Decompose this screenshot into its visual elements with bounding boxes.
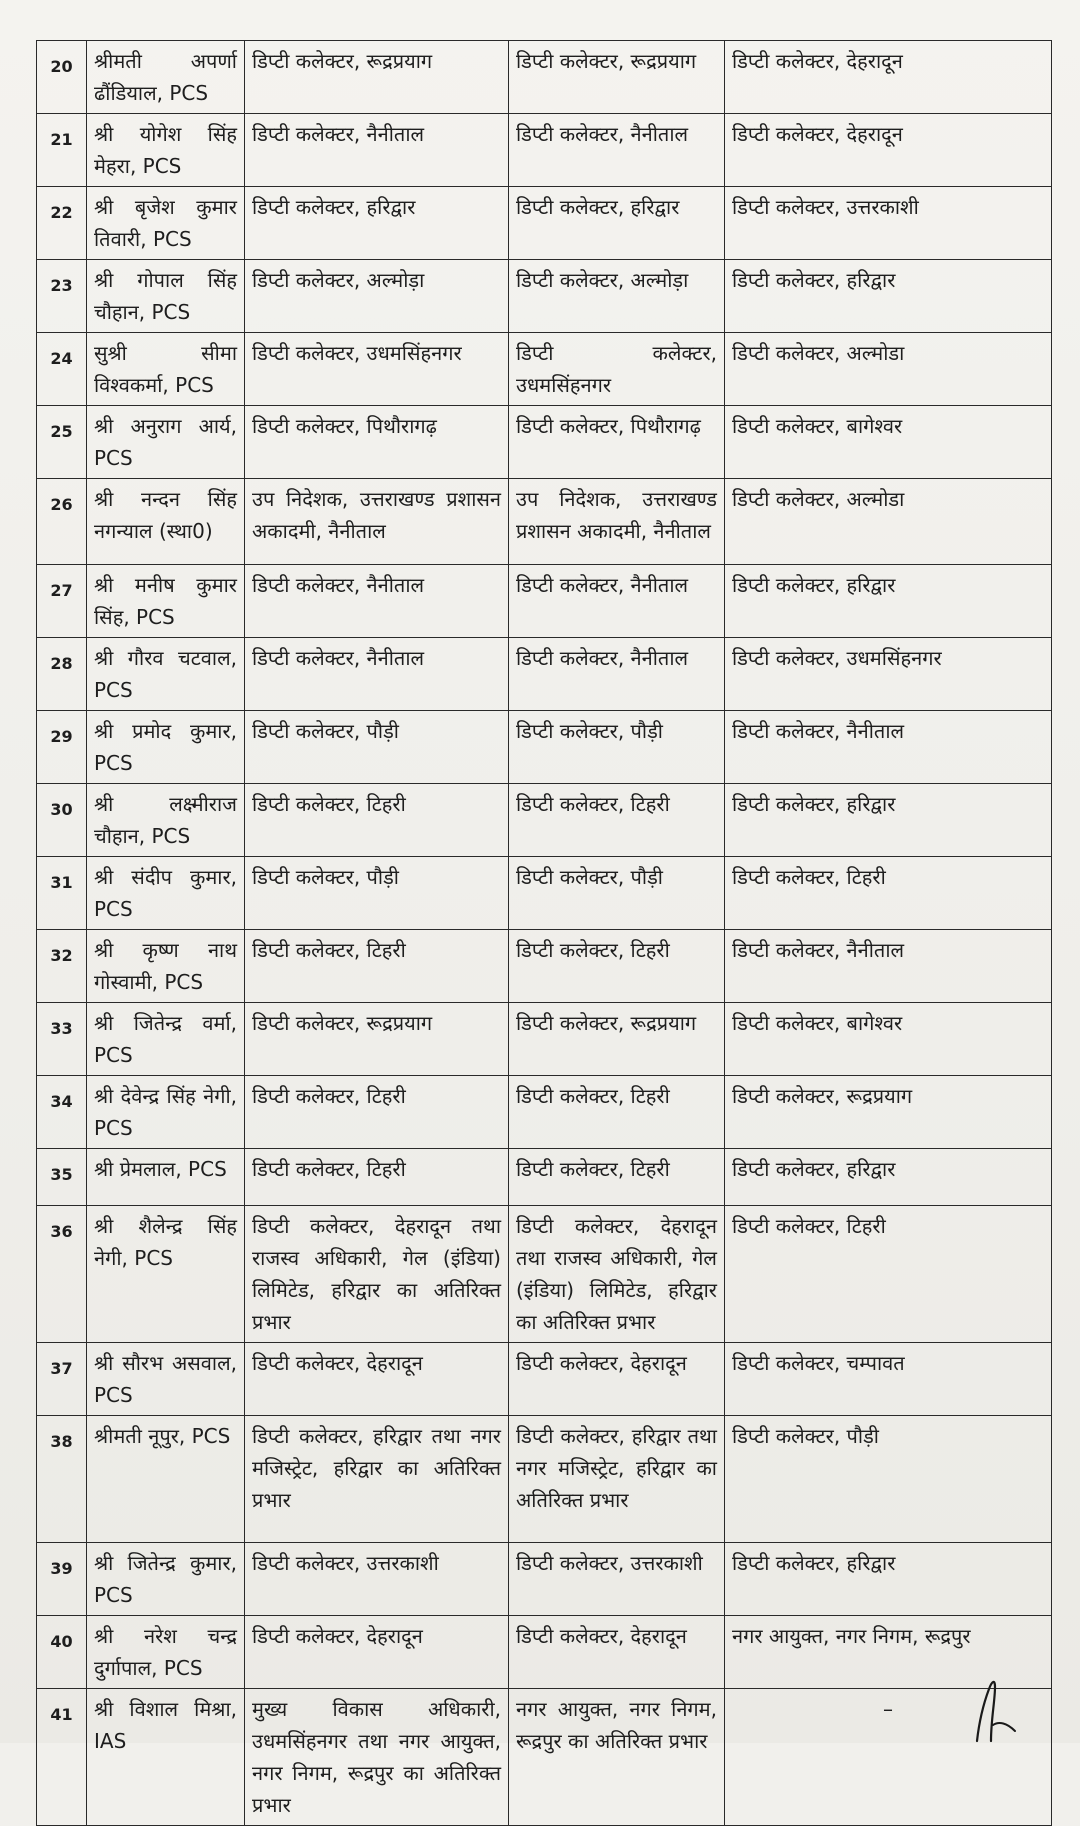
present-posting-cell: डिप्टी कलेक्टर, पौड़ी <box>509 711 725 784</box>
table-row <box>37 260 1052 333</box>
table-row <box>37 1616 1052 1689</box>
current-posting-cell: मुख्य विकास अधिकारी, उधमसिंहनगर तथा नगर आयुक्त, नगर निगम, रूद्रपुर का अतिरिक्त प्रभार <box>245 1689 509 1826</box>
current-posting-cell: डिप्टी कलेक्टर, अल्मोड़ा <box>245 260 509 333</box>
serial-number-cell: 25 <box>37 406 87 479</box>
current-posting-cell: डिप्टी कलेक्टर, देहरादून <box>245 1616 509 1689</box>
table-row <box>37 930 1052 1003</box>
table-row <box>37 479 1052 565</box>
new-posting-cell: – <box>725 1689 1052 1826</box>
new-posting-cell: डिप्टी कलेक्टर, अल्मोडा <box>725 333 1052 406</box>
table-row <box>37 711 1052 784</box>
serial-number-cell: 20 <box>37 41 87 114</box>
officer-name-cell: श्री बृजेश कुमार तिवारी, PCS <box>87 187 245 260</box>
officer-name-cell: श्री जितेन्द्र कुमार, PCS <box>87 1543 245 1616</box>
table-row <box>37 784 1052 857</box>
serial-number-cell: 36 <box>37 1206 87 1343</box>
present-posting-cell: डिप्टी कलेक्टर, अल्मोड़ा <box>509 260 725 333</box>
signature-mark <box>955 1675 1025 1743</box>
present-posting-cell: डिप्टी कलेक्टर, नैनीताल <box>509 638 725 711</box>
table-row <box>37 638 1052 711</box>
serial-number-cell: 27 <box>37 565 87 638</box>
current-posting-cell: डिप्टी कलेक्टर, हरिद्वार तथा नगर मजिस्ट्रेट, हरिद्वार का अतिरिक्त प्रभार <box>245 1416 509 1543</box>
present-posting-cell: डिप्टी कलेक्टर, टिहरी <box>509 930 725 1003</box>
officer-name-cell: श्री प्रेमलाल, PCS <box>87 1149 245 1206</box>
new-posting-cell: डिप्टी कलेक्टर, देहरादून <box>725 41 1052 114</box>
serial-number-cell: 31 <box>37 857 87 930</box>
officer-name-cell: श्री जितेन्द्र वर्मा, PCS <box>87 1003 245 1076</box>
new-posting-cell: डिप्टी कलेक्टर, हरिद्वार <box>725 784 1052 857</box>
new-posting-cell: डिप्टी कलेक्टर, हरिद्वार <box>725 1543 1052 1616</box>
new-posting-cell: डिप्टी कलेक्टर, हरिद्वार <box>725 565 1052 638</box>
serial-number-cell: 35 <box>37 1149 87 1206</box>
officer-name-cell: श्री कृष्ण नाथ गोस्वामी, PCS <box>87 930 245 1003</box>
serial-number-cell: 34 <box>37 1076 87 1149</box>
present-posting-cell: नगर आयुक्त, नगर निगम, रूद्रपुर का अतिरिक्त प्रभार <box>509 1689 725 1826</box>
officer-name-cell: श्री गौरव चटवाल, PCS <box>87 638 245 711</box>
officer-name-cell: श्री अनुराग आर्य, PCS <box>87 406 245 479</box>
serial-number-cell: 23 <box>37 260 87 333</box>
present-posting-cell: डिप्टी कलेक्टर, टिहरी <box>509 1149 725 1206</box>
new-posting-cell: नगर आयुक्त, नगर निगम, रूद्रपुर <box>725 1616 1052 1689</box>
present-posting-cell: डिप्टी कलेक्टर, उत्तरकाशी <box>509 1543 725 1616</box>
officer-name-cell: श्री शैलेन्द्र सिंह नेगी, PCS <box>87 1206 245 1343</box>
officer-name-cell: श्रीमती अपर्णा ढौंडियाल, PCS <box>87 41 245 114</box>
current-posting-cell: डिप्टी कलेक्टर, नैनीताल <box>245 114 509 187</box>
present-posting-cell: डिप्टी कलेक्टर, टिहरी <box>509 784 725 857</box>
present-posting-cell: डिप्टी कलेक्टर, नैनीताल <box>509 114 725 187</box>
serial-number-cell: 41 <box>37 1689 87 1826</box>
present-posting-cell: डिप्टी कलेक्टर, पिथौरागढ़ <box>509 406 725 479</box>
table-row <box>37 857 1052 930</box>
table-row <box>37 333 1052 406</box>
table-row <box>37 406 1052 479</box>
current-posting-cell: डिप्टी कलेक्टर, टिहरी <box>245 930 509 1003</box>
table-row <box>37 565 1052 638</box>
current-posting-cell: डिप्टी कलेक्टर, टिहरी <box>245 784 509 857</box>
present-posting-cell: डिप्टी कलेक्टर, रूद्रप्रयाग <box>509 41 725 114</box>
new-posting-cell: डिप्टी कलेक्टर, अल्मोडा <box>725 479 1052 565</box>
current-posting-cell: डिप्टी कलेक्टर, हरिद्वार <box>245 187 509 260</box>
present-posting-cell: डिप्टी कलेक्टर, देहरादून तथा राजस्व अधिकारी, गेल (इंडिया) लिमिटेड, हरिद्वार का अतिरिक्त प्रभार <box>509 1206 725 1343</box>
current-posting-cell: डिप्टी कलेक्टर, नैनीताल <box>245 565 509 638</box>
current-posting-cell: उप निदेशक, उत्तराखण्ड प्रशासन अकादमी, नैनीताल <box>245 479 509 565</box>
officer-name-cell: श्री संदीप कुमार, PCS <box>87 857 245 930</box>
current-posting-cell: डिप्टी कलेक्टर, पौड़ी <box>245 711 509 784</box>
serial-number-cell: 28 <box>37 638 87 711</box>
serial-number-cell: 22 <box>37 187 87 260</box>
new-posting-cell: डिप्टी कलेक्टर, टिहरी <box>725 1206 1052 1343</box>
new-posting-cell: डिप्टी कलेक्टर, टिहरी <box>725 857 1052 930</box>
table-row <box>37 1343 1052 1416</box>
table-row <box>37 1543 1052 1616</box>
present-posting-cell: डिप्टी कलेक्टर, देहरादून <box>509 1343 725 1416</box>
current-posting-cell: डिप्टी कलेक्टर, टिहरी <box>245 1076 509 1149</box>
table-row <box>37 1003 1052 1076</box>
current-posting-cell: डिप्टी कलेक्टर, उधमसिंहनगर <box>245 333 509 406</box>
officer-name-cell: श्रीमती नूपुर, PCS <box>87 1416 245 1543</box>
officer-name-cell: श्री सौरभ असवाल, PCS <box>87 1343 245 1416</box>
serial-number-cell: 40 <box>37 1616 87 1689</box>
present-posting-cell: डिप्टी कलेक्टर, रूद्रप्रयाग <box>509 1003 725 1076</box>
current-posting-cell: डिप्टी कलेक्टर, उत्तरकाशी <box>245 1543 509 1616</box>
present-posting-cell: डिप्टी कलेक्टर, पौड़ी <box>509 857 725 930</box>
serial-number-cell: 26 <box>37 479 87 565</box>
table-body <box>37 41 1052 1826</box>
present-posting-cell: डिप्टी कलेक्टर, हरिद्वार <box>509 187 725 260</box>
table-row <box>37 114 1052 187</box>
serial-number-cell: 30 <box>37 784 87 857</box>
table-row <box>37 187 1052 260</box>
new-posting-cell: डिप्टी कलेक्टर, बागेश्वर <box>725 1003 1052 1076</box>
officer-name-cell: श्री नन्दन सिंह नगन्याल (स्था0) <box>87 479 245 565</box>
present-posting-cell: डिप्टी कलेक्टर, उधमसिंहनगर <box>509 333 725 406</box>
new-posting-cell: डिप्टी कलेक्टर, रूद्रप्रयाग <box>725 1076 1052 1149</box>
serial-number-cell: 37 <box>37 1343 87 1416</box>
current-posting-cell: डिप्टी कलेक्टर, देहरादून <box>245 1343 509 1416</box>
present-posting-cell: डिप्टी कलेक्टर, हरिद्वार तथा नगर मजिस्ट्रेट, हरिद्वार का अतिरिक्त प्रभार <box>509 1416 725 1543</box>
current-posting-cell: डिप्टी कलेक्टर, देहरादून तथा राजस्व अधिकारी, गेल (इंडिया) लिमिटेड, हरिद्वार का अतिरिक्त प्रभार <box>245 1206 509 1343</box>
current-posting-cell: डिप्टी कलेक्टर, नैनीताल <box>245 638 509 711</box>
table-row <box>37 1149 1052 1206</box>
serial-number-cell: 38 <box>37 1416 87 1543</box>
table-row <box>37 41 1052 114</box>
officer-name-cell: श्री विशाल मिश्रा, IAS <box>87 1689 245 1826</box>
serial-number-cell: 24 <box>37 333 87 406</box>
new-posting-cell: डिप्टी कलेक्टर, चम्पावत <box>725 1343 1052 1416</box>
current-posting-cell: डिप्टी कलेक्टर, टिहरी <box>245 1149 509 1206</box>
officer-name-cell: श्री योगेश सिंह मेहरा, PCS <box>87 114 245 187</box>
officer-name-cell: श्री प्रमोद कुमार, PCS <box>87 711 245 784</box>
table-row <box>37 1416 1052 1543</box>
officer-name-cell: श्री मनीष कुमार सिंह, PCS <box>87 565 245 638</box>
new-posting-cell: डिप्टी कलेक्टर, हरिद्वार <box>725 1149 1052 1206</box>
officer-name-cell: श्री लक्ष्मीराज चौहान, PCS <box>87 784 245 857</box>
current-posting-cell: डिप्टी कलेक्टर, पौड़ी <box>245 857 509 930</box>
officer-name-cell: श्री गोपाल सिंह चौहान, PCS <box>87 260 245 333</box>
serial-number-cell: 32 <box>37 930 87 1003</box>
new-posting-cell: डिप्टी कलेक्टर, पौड़ी <box>725 1416 1052 1543</box>
new-posting-cell: डिप्टी कलेक्टर, बागेश्वर <box>725 406 1052 479</box>
present-posting-cell: उप निदेशक, उत्तराखण्ड प्रशासन अकादमी, नैनीताल <box>509 479 725 565</box>
table-row <box>37 1206 1052 1343</box>
table-row <box>37 1689 1052 1826</box>
new-posting-cell: डिप्टी कलेक्टर, नैनीताल <box>725 930 1052 1003</box>
officer-name-cell: श्री देवेन्द्र सिंह नेगी, PCS <box>87 1076 245 1149</box>
serial-number-cell: 39 <box>37 1543 87 1616</box>
present-posting-cell: डिप्टी कलेक्टर, देहरादून <box>509 1616 725 1689</box>
serial-number-cell: 33 <box>37 1003 87 1076</box>
current-posting-cell: डिप्टी कलेक्टर, रूद्रप्रयाग <box>245 1003 509 1076</box>
present-posting-cell: डिप्टी कलेक्टर, नैनीताल <box>509 565 725 638</box>
officer-name-cell: श्री नरेश चन्द्र दुर्गापाल, PCS <box>87 1616 245 1689</box>
table-row <box>37 1076 1052 1149</box>
new-posting-cell: डिप्टी कलेक्टर, उत्तरकाशी <box>725 187 1052 260</box>
new-posting-cell: डिप्टी कलेक्टर, उधमसिंहनगर <box>725 638 1052 711</box>
current-posting-cell: डिप्टी कलेक्टर, रूद्रप्रयाग <box>245 41 509 114</box>
new-posting-cell: डिप्टी कलेक्टर, हरिद्वार <box>725 260 1052 333</box>
current-posting-cell: डिप्टी कलेक्टर, पिथौरागढ़ <box>245 406 509 479</box>
officer-name-cell: सुश्री सीमा विश्वकर्मा, PCS <box>87 333 245 406</box>
transfer-table <box>36 40 1052 1826</box>
serial-number-cell: 21 <box>37 114 87 187</box>
new-posting-cell: डिप्टी कलेक्टर, देहरादून <box>725 114 1052 187</box>
present-posting-cell: डिप्टी कलेक्टर, टिहरी <box>509 1076 725 1149</box>
serial-number-cell: 29 <box>37 711 87 784</box>
new-posting-cell: डिप्टी कलेक्टर, नैनीताल <box>725 711 1052 784</box>
